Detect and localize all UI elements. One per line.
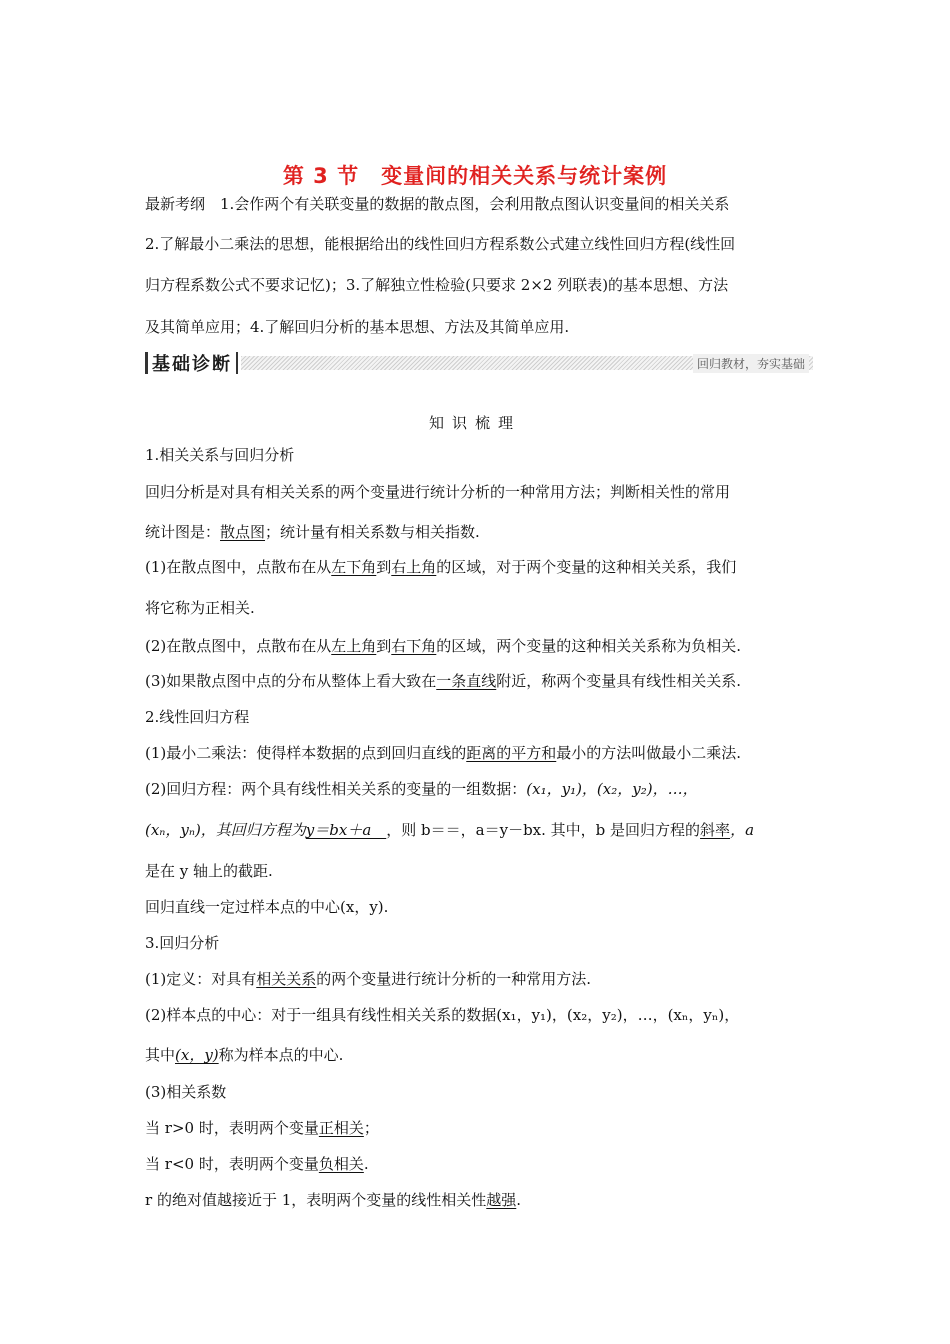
s2-p5: 回归直线一定过样本点的中心(x，y).	[145, 898, 389, 916]
banner-subtitle: 回归教材，夯实基础	[693, 354, 809, 373]
section-banner	[145, 350, 813, 376]
s3-p4: (3)相关系数	[145, 1083, 227, 1101]
outline-line-3: 归方程系数公式不要求记忆)；3.了解独立性检验(只要求 2×2 列联表)的基本思想、方法	[145, 276, 729, 294]
banner-bar-left	[145, 352, 148, 374]
outline-line-2: 2.了解最小二乘法的思想，能根据给出的线性回归方程系数公式建立线性回归方程(线性回	[145, 235, 736, 253]
s2-p1: (1)最小二乘法：使得样本数据的点到回归直线的距离的平方和最小的方法叫做最小二乘法.	[145, 744, 742, 762]
s3-p3: 其中(x，y)称为样本点的中心.	[145, 1046, 344, 1064]
s1-p2: 统计图是：散点图；统计量有相关系数与相关指数.	[145, 523, 480, 541]
s1-p3: (1)在散点图中，点散布在从左下角到右上角的区域，对于两个变量的这种相关关系，我们	[145, 558, 737, 576]
page-title: 第 3 节 变量间的相关关系与统计案例	[282, 164, 668, 188]
outline-line-1: 最新考纲 1.会作两个有关联变量的数据的散点图，会利用散点图认识变量间的相关关系	[145, 195, 730, 213]
banner-bar-right	[236, 352, 238, 374]
s3-p6: 当 r<0 时，表明两个变量负相关.	[145, 1155, 369, 1173]
s1-p5: (2)在散点图中，点散布在从左上角到右下角的区域，两个变量的这种相关关系称为负相关.	[145, 637, 742, 655]
s3-p2: (2)样本点的中心：对于一组具有线性相关关系的数据(x₁，y₁)，(x₂，y₂)，…，(xₙ，yₙ)，	[145, 1006, 740, 1024]
s2-p4: 是在 y 轴上的截距.	[145, 862, 273, 880]
s3-heading: 3.回归分析	[145, 934, 220, 952]
s1-heading: 1.相关关系与回归分析	[145, 446, 295, 464]
s3-p1: (1)定义：对具有相关关系的两个变量进行统计分析的一种常用方法.	[145, 970, 592, 988]
s3-p7: r 的绝对值越接近于 1，表明两个变量的线性相关性越强.	[145, 1191, 522, 1209]
s2-p2: (2)回归方程：两个具有线性相关关系的变量的一组数据：(x₁，y₁)，(x₂，y₂)，…，	[145, 780, 698, 798]
s1-p4: 将它称为正相关.	[145, 599, 255, 617]
section-heading: 知识梳理	[428, 414, 521, 432]
s1-p1: 回归分析是对具有相关关系的两个变量进行统计分析的一种常用方法；判断相关性的常用	[145, 483, 731, 501]
outline-line-4: 及其简单应用；4.了解回归分析的基本思想、方法及其简单应用.	[145, 318, 570, 336]
s3-p5: 当 r>0 时，表明两个变量正相关；	[145, 1119, 379, 1137]
banner-title: 基础诊断	[152, 354, 232, 375]
s1-p6: (3)如果散点图中点的分布从整体上看大致在一条直线附近，称两个变量具有线性相关关系.	[145, 672, 742, 690]
s2-p3: (xₙ，yₙ)，其回归方程为y＝bx＋a ，则 b＝＝，a＝y－bx. 其中，b 是回归方程的斜率，a	[145, 821, 755, 839]
s2-heading: 2.线性回归方程	[145, 708, 250, 726]
